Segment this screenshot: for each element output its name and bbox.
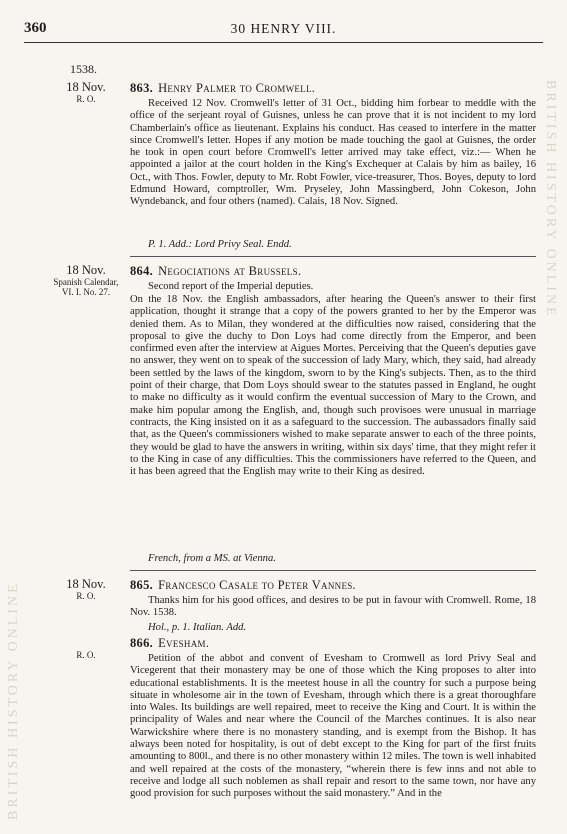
entry-divider: [130, 256, 536, 257]
entry-title-text: Evesham.: [158, 636, 210, 650]
entry-title-text: Francesco Casale to Peter Vannes.: [158, 578, 356, 592]
entry-date-column: [50, 578, 122, 601]
entry-date: 18 Nov.: [66, 263, 106, 277]
entry-date: 18 Nov.: [66, 577, 106, 591]
entry-meta: P. 1. Add.: Lord Privy Seal. Endd.: [148, 239, 292, 250]
entry-title: [130, 264, 301, 279]
entry-title-text: Negociations at Brussels.: [158, 264, 302, 278]
watermark-right: BRITISH HISTORY ONLINE: [543, 80, 558, 319]
entry-title: [130, 81, 315, 96]
entry-title: [130, 578, 356, 593]
page-number: 360: [24, 20, 47, 36]
watermark-left: BRITISH HISTORY ONLINE: [6, 581, 21, 820]
entry-body-text: Petition of the abbot and convent of Evesham to Cromwell as lord Privy Seal and Vicegerent that their monastery may be one of those which the King proposes to alter into educational establishments. It is the meetest house in all the country for such a purpose being situate in wholesome air in the town of Evesham, through which there is a great thoroughfare into Wales. Its buildings are well repaired, meet to receive the King and Court. It is within the principality of Wales and near where the Council of the Marches continues. It is also near Warwickshire where there is no monastery standing, and is exempt from the Bishop. It has always been noted for hospitality, is out of debt except to the King for part of the first fruits amounting to 800l., and there is no other monastery within 12 miles. The town is well inhabited and well repaired at the costs of the monastery, “wherein there is few inns and not able to receive and lodge all such noblemen as shall repair and resort to the same town, nor have any good provision for such purposes without the said monastery.” And in the: [130, 653, 536, 800]
entry-meta: Hol., p. 1. Italian. Add.: [148, 622, 247, 633]
entry-subtitle-text: Second report of the Imperial deputies.: [148, 281, 314, 292]
entry-title-text: Henry Palmer to Cromwell.: [158, 81, 316, 95]
entry-source: R. O.: [76, 94, 96, 104]
page-header: [0, 20, 567, 40]
year-label: 1538.: [70, 62, 97, 76]
entry-divider: [130, 570, 536, 571]
entry-body: [130, 595, 536, 620]
entry-body-text: Received 12 Nov. Cromwell's letter of 31 Oct., bidding him forbear to meddle with the office of the serjeant royal of Guisnes, unless he can prove that it is not incident to my lord Chamberlain's office as lieutenant. Explains his conduct. Has ceased to interfere in the matter since Cromwell's letter. Hopes if any motion be made touching the gaol at Guisnes, the order he took in open court before Cromwell's letter arrived may take effect, viz.:— When he appointed a jailor at the court holden in the King's Exchequer at Calais by him as bailey, 16 Oct., with Thos. Fowler, deputy to Mr. Robt Fowler, vice-treasurer, Thos. Boyes, deputy to lord Edmund Howard, comptroller, Wm. Pryseley, John Massingberd, John Cokeson, John Wyndebanck, and four others (named). Calais, 18 Nov. Signed.: [130, 98, 536, 208]
entry-body: [130, 653, 536, 801]
entry-source: R. O.: [76, 650, 96, 660]
entry-number: 864.: [130, 264, 154, 278]
entry-subtitle: [130, 281, 536, 293]
running-head: 30 HENRY VIII.: [230, 21, 337, 36]
entry-source: Spanish Calendar, VI. I. No. 27.: [53, 277, 119, 297]
entry-date-column: [50, 81, 122, 104]
entry-source: R. O.: [76, 591, 96, 601]
entry-number: 865.: [130, 578, 154, 592]
entry-number: 863.: [130, 81, 154, 95]
entry-number: 866.: [130, 636, 154, 650]
entry-body-text: On the 18 Nov. the English ambassadors, after hearing the Queen's answer to their first application, thought it strange that a copy of the powers granted to her by the Emperor was denied them. As to Milan, they wondered at the difficulties now raised, considering that the proposal to give the duchy to Don Loys had come directly from the Emperor, and been confirmed even after the interview at Aigues Mortes. Perceiving that the Queen's deputies gave no answer, they went on to speak of the succession of lady Mary, which, they said, had already been settled by the laws of the kingdom, sworn to by the King's subjects. Then, as to the third point of their charge, that Dom Loys should swear to the statutes passed in England, he ought to make no difficulty as it would confirm the eventual succession of Mary to the Crown, and make him popular among the English, and, though such provisoes were unusual in marriage contracts, the King insisted on it as a safeguard to the succession. The aubassadors finally said that, as the Queen's commissioners wished to make separate answer to each of the three points, they would be glad to have the answers in writing, within six days' time, that they might refer it to the King in case of any difficulties. This the commissioners have referred to the Queen, and it has been agreed that the English may write to their King as desired.: [130, 294, 536, 478]
entry-date: 18 Nov.: [66, 80, 106, 94]
header-rule: [24, 42, 543, 43]
entry-body: [130, 294, 536, 478]
entry-date-column: [50, 650, 122, 660]
entry-date-column: [50, 264, 122, 297]
entry-body-text: Thanks him for his good offices, and desires to be put in favour with Cromwell. Rome, 18 Nov. 1538.: [130, 595, 536, 619]
entry-title: [130, 636, 209, 651]
entry-body: [130, 98, 536, 209]
entry-meta: French, from a MS. at Vienna.: [148, 553, 276, 564]
